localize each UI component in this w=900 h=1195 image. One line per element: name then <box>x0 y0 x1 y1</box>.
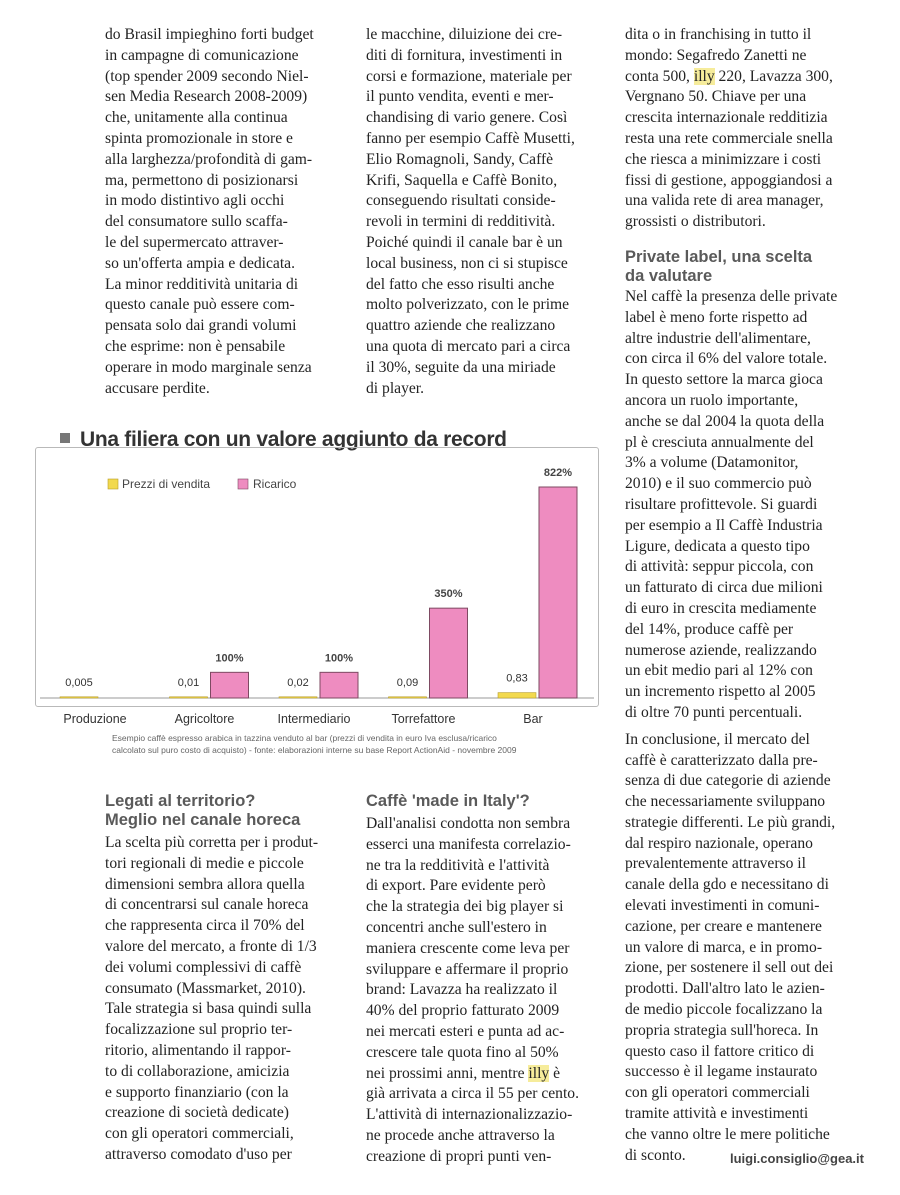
text-line: dal respiro nazionale, operano <box>625 834 813 852</box>
text-line: un fatturato di circa due milioni <box>625 579 823 597</box>
text-line: La minor redditività unitaria di <box>105 275 299 293</box>
price-label-0: 0,005 <box>65 676 93 689</box>
text-line: questo canale può essere com- <box>105 296 295 314</box>
text-line: altre industrie dell'alimentare, <box>625 329 811 347</box>
text-line: che riesca a minimizzare i costi <box>625 150 822 168</box>
text-line: conta 500, illy 220, Lavazza 300, <box>625 67 833 85</box>
text-line: per esempio a Il Caffè Industria <box>625 516 823 534</box>
text-line: local business, non ci si stupisce <box>366 254 568 272</box>
text-line: strategie differenti. Le più grandi, <box>625 813 836 831</box>
text-line: brand: Lavazza ha realizzato il <box>366 981 558 999</box>
text-line: alla larghezza/profondità di gam- <box>105 150 313 168</box>
conclusion-text <box>625 730 865 1167</box>
text-line: che la strategia dei big player si <box>366 898 564 916</box>
text-line: Dall'analisi condotta non sembra <box>366 815 571 832</box>
author-email: luigi.consiglio@gea.it <box>729 1151 864 1166</box>
text-line: di concentrarsi sul canale horeca <box>105 896 309 914</box>
text-line: sviluppare e affermare il proprio <box>366 960 569 978</box>
markup-label-4: 822% <box>543 467 573 479</box>
text-line: tori regionali di medie e piccole <box>105 854 304 872</box>
text-line: dei volumi complessivi di caffè <box>105 958 302 976</box>
text-line: con gli operatori commerciali, <box>105 1125 294 1143</box>
price-bar-1 <box>170 697 208 698</box>
legend-swatch-prezzi <box>108 479 118 489</box>
text-line: molto polverizzato, con le prime <box>366 296 570 314</box>
text-line: diti di fornitura, investimenti in <box>366 46 563 64</box>
text-line: 3% a volume (Datamonitor, <box>625 454 799 472</box>
text-line: ritorio, alimentando il rappor- <box>105 1041 291 1059</box>
text-line: ne procede anche attraverso la <box>366 1126 555 1144</box>
text-line: Krifi, Saquella e Caffè Bonito, <box>366 171 558 189</box>
text-line: dita o in franchising in tutto il <box>625 26 812 43</box>
text-line: un incremento rispetto al 2005 <box>625 683 816 701</box>
price-label-2: 0,02 <box>287 676 309 689</box>
heading-line: Esempio caffè espresso arabica in tazzina venduto al bar (prezzi di vendita in euro Iva esclusa/ricarico <box>112 733 497 743</box>
price-label-3: 0,09 <box>396 676 419 689</box>
text-line: che, unitamente alla continua <box>105 109 288 127</box>
price-label-1: 0,01 <box>177 676 200 689</box>
text-line: so un'offerta ampia e dedicata. <box>105 254 295 272</box>
text-line: che vanno oltre le mere politiche <box>625 1125 830 1143</box>
highlight-illy: illy <box>528 1064 550 1082</box>
text-line: numerose aziende, realizzando <box>625 641 817 659</box>
text-line: il punto vendita, eventi e mer- <box>366 88 554 106</box>
text-line: di attività: seppur piccola, con <box>625 558 814 576</box>
markup-label-1: 100% <box>215 652 244 665</box>
heading-line: Meglio nel canale horeca <box>105 811 301 829</box>
text-line: un valore di marca, e in promo- <box>625 938 823 956</box>
text-line: ne tra la redditività e l'attività <box>366 856 550 874</box>
price-bar-4 <box>498 693 536 698</box>
markup-label-2: 100% <box>324 652 354 665</box>
text-line: del fatto che esso risulti anche <box>366 275 555 293</box>
text-line: le macchine, diluizione dei cre- <box>366 26 563 43</box>
legend-label-ricarico: Ricarico <box>253 477 297 491</box>
text-line: del 14%, produce caffè per <box>625 620 794 638</box>
text-line: nei prossimi anni, mentre illy è <box>366 1064 561 1082</box>
text-line: crescita internazionale redditizia <box>625 109 828 127</box>
text-line: Vergnano 50. Chiave per una <box>625 88 807 106</box>
text-line: sen Media Research 2008-2009) <box>105 88 308 106</box>
text-line: anche se dal 2004 la quota della <box>625 412 825 430</box>
text-line: di export. Pare evidente però <box>366 877 546 895</box>
text-line: quattro aziende che realizzano <box>366 317 556 335</box>
text-line: creazione di propri punti ven- <box>366 1147 552 1165</box>
highlight-illy: illy <box>693 67 715 85</box>
text-line: ancora un ruolo importante, <box>625 391 799 409</box>
text-line: operare in modo marginale senza <box>105 358 312 376</box>
category-label-2: Intermediario <box>277 712 351 726</box>
text-line: Tale strategia si basa quindi sulla <box>105 1000 312 1018</box>
markup-bar-2 <box>320 672 358 698</box>
text-line: una valida rete di area manager, <box>625 192 824 210</box>
text-line: propria strategia sull'horeca. In <box>625 1021 819 1039</box>
column-1-bottom <box>105 792 345 1166</box>
text-line: ma, permettono di posizionarsi <box>105 171 299 189</box>
text-line: prevalentemente attraverso il <box>625 855 806 873</box>
text-line: il 30%, seguite da una miriade <box>366 358 556 376</box>
text-line: che rappresenta circa il 70% del <box>105 917 305 935</box>
text-line: In questo settore la marca gioca <box>625 371 823 389</box>
text-line: pl è cresciuta annualmente del <box>625 433 814 451</box>
text-line: caffè è caratterizzato dalla pre- <box>625 751 818 769</box>
text-line: do Brasil impieghino forti budget <box>105 26 314 43</box>
text-line: spinta promozionale in store e <box>105 129 293 147</box>
text-line: in modo distintivo agli occhi <box>105 192 285 210</box>
text-line: con circa il 6% del valore totale. <box>625 350 828 368</box>
category-label-3: Torrefattore <box>391 712 456 726</box>
text-line: nei mercati esteri e punta ad ac- <box>366 1022 565 1040</box>
text-line: resta una rete commerciale snella <box>625 129 833 147</box>
heading-line: da valutare <box>625 266 713 285</box>
price-bar-2 <box>279 697 317 698</box>
text-line: in campagne di comunicazione <box>105 46 299 64</box>
category-label-1: Agricoltore <box>174 712 235 726</box>
text-line: La scelta più corretta per i produt- <box>105 834 319 851</box>
text-line: attraverso comodato d'uso per <box>105 1145 292 1163</box>
text-line: focalizzazione sul proprio ter- <box>105 1021 293 1039</box>
markup-bar-1 <box>211 672 249 698</box>
text-line: consumato (Massmarket, 2010). <box>105 979 306 997</box>
text-line: le del supermercato attraver- <box>105 233 284 251</box>
heading-line: Legati al territorio? <box>105 792 256 810</box>
text-line: successo è il legame instaurato <box>625 1063 818 1081</box>
text-line: elevati investimenti in comuni- <box>625 897 820 915</box>
markup-bar-4 <box>539 487 577 698</box>
text-line: 40% del proprio fatturato 2009 <box>366 1002 560 1020</box>
price-bar-3 <box>389 697 427 698</box>
text-line: label è meno forte rispetto ad <box>625 308 808 326</box>
text-line: pensata solo dai grandi volumi <box>105 317 297 335</box>
text-line: Ligure, dedicata a questo tipo <box>625 537 810 555</box>
text-line: che necessariamente sviluppano <box>625 793 826 811</box>
text-line: 2010) e il suo commercio può <box>625 475 812 493</box>
text-line: con gli operatori commerciali <box>625 1084 810 1102</box>
text-line: di player. <box>366 379 425 397</box>
category-label-4: Bar <box>523 712 543 726</box>
territory-text <box>105 833 345 1166</box>
chart-note <box>112 732 612 756</box>
text-line: risultare profittevole. Si guardi <box>625 495 818 513</box>
text-line: fissi di gestione, appoggiandosi a <box>625 171 833 189</box>
text-line: grossisti o distributori. <box>625 213 766 231</box>
legend-label-prezzi: Prezzi di vendita <box>122 477 211 491</box>
text-line: senza di due categorie di aziende <box>625 772 831 790</box>
legend-swatch-ricarico <box>238 479 248 489</box>
text-line: zione, per sostenere il sell out dei <box>625 959 834 977</box>
text-line: mondo: Segafredo Zanetti ne <box>625 46 807 64</box>
made-in-italy-heading <box>366 792 606 811</box>
text-line: che esprime: non è pensabile <box>105 337 286 355</box>
text-line: corsi e formazione, materiale per <box>366 67 572 85</box>
text-line: prodotti. Dall'altro lato le azien- <box>625 980 825 998</box>
text-line: creazione di società dedicate) <box>105 1104 289 1122</box>
text-line: L'attività di internazionalizzazio- <box>366 1106 573 1124</box>
heading-line: Private label, una scelta <box>625 247 813 266</box>
text-line: di euro in crescita mediamente <box>625 599 817 617</box>
heading-line: calcolato sul puro costo di acquisto) - fonte: elaborazioni interne su base Report ActionAid - novembre 2009 <box>112 745 517 755</box>
price-label-4: 0,83 <box>506 672 528 685</box>
text-line: del consumatore sullo scaffa- <box>105 213 288 231</box>
text-line: de medio piccole focalizzano la <box>625 1001 823 1019</box>
made-in-italy-text <box>366 814 606 1168</box>
text-line: fanno per esempio Caffè Musetti, <box>366 129 575 147</box>
category-label-0: Produzione <box>63 712 127 726</box>
chart-title-text: Una filiera con un valore aggiunto da record <box>80 428 507 451</box>
text-line: valore del mercato, a fronte di 1/3 <box>105 937 317 955</box>
text-line: crescere tale quota fino al 50% <box>366 1043 559 1061</box>
text-line: conseguendo risultati conside- <box>366 192 556 210</box>
column-2-bottom <box>366 792 606 1168</box>
text-line: (top spender 2009 secondo Niel- <box>105 67 309 85</box>
text-line: maniera crescente come leva per <box>366 939 570 957</box>
text-line: una quota di mercato pari a circa <box>366 337 571 355</box>
text-line: dimensioni sembra allora quella <box>105 875 305 893</box>
text-line: già arrivata a circa il 55 per cento. <box>366 1085 579 1103</box>
text-line: un ebit medio pari al 12% con <box>625 662 813 680</box>
heading-line: Caffè 'made in Italy'? <box>366 792 530 810</box>
text-line: accusare perdite. <box>105 379 210 397</box>
text-line: tramite attività e investimenti <box>625 1105 809 1123</box>
text-line: concentri anche sull'estero in <box>366 918 547 936</box>
text-line: In conclusione, il mercato del <box>625 730 810 748</box>
text-line: canale della gdo e necessitano di <box>625 876 829 894</box>
price-bar-0 <box>60 697 98 698</box>
text-line: esserci una manifesta correlazio- <box>366 835 571 853</box>
territory-heading <box>105 792 345 830</box>
text-line: to di collaborazione, amicizia <box>105 1062 290 1080</box>
text-line: Poiché quindi il canale bar è un <box>366 233 563 251</box>
markup-bar-3 <box>430 608 468 698</box>
text-line: chandising di vario genere. Così <box>366 109 568 127</box>
text-line: Elio Romagnoli, Sandy, Caffè <box>366 150 554 168</box>
text-line: di oltre 70 punti percentuali. <box>625 703 803 721</box>
text-line: revoli in termini di redditività. <box>366 213 556 231</box>
text-line: Nel caffè la presenza delle private <box>625 287 838 305</box>
text-line: di sconto. <box>625 1146 686 1164</box>
text-line: e supporto finanziario (con la <box>105 1083 289 1101</box>
markup-label-3: 350% <box>434 588 463 601</box>
text-line: questo caso il fattore critico di <box>625 1042 815 1060</box>
text-line: cazione, per creare e mantenere <box>625 917 822 935</box>
